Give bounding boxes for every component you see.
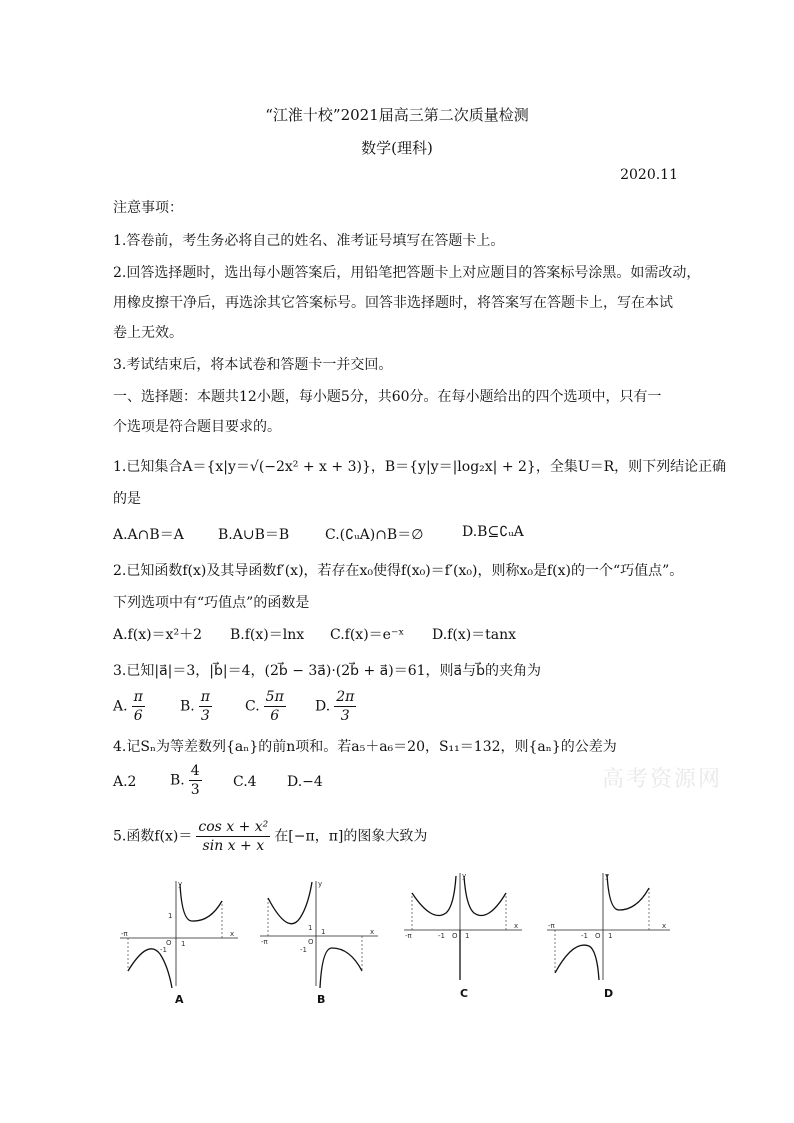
graph-label-b: B (317, 993, 326, 1006)
svg-text:1: 1 (181, 940, 186, 948)
svg-text:-π: -π (405, 932, 412, 940)
fraction (264, 688, 286, 725)
numerator: π (200, 689, 210, 705)
svg-text:-π: -π (261, 938, 268, 946)
question-1-stem: 1.已知集合A＝{x|y＝√(−2x² + x + 3)}，B＝{y|y＝|log₂x| + 2}，全集U＝R，则下列结论正确 (113, 459, 727, 475)
fraction (189, 762, 202, 799)
fraction (132, 688, 145, 725)
question-2-option-a: A.f(x)＝x²＋2 (113, 627, 202, 643)
svg-text:y: y (605, 872, 610, 880)
question-3-option-a (113, 688, 149, 725)
question-4-option-a: A.2 (113, 774, 137, 790)
graph-b (258, 876, 383, 991)
option-label: C. (245, 698, 260, 715)
note-item-1: 1.答卷前，考生务必将自己的姓名、准考证号填写在答题卡上。 (113, 233, 505, 249)
graph-d (545, 868, 675, 983)
question-3-option-c (245, 688, 290, 725)
svg-text:y: y (178, 880, 183, 888)
numerator: 5π (265, 689, 284, 705)
section-heading: 一、选择题：本题共12小题，每小题5分，共60分。在每小题给出的四个选项中，只有一 (113, 389, 662, 405)
svg-text:1: 1 (308, 924, 313, 932)
svg-text:-1: -1 (438, 932, 445, 940)
svg-text:x: x (662, 922, 667, 930)
svg-text:-π: -π (548, 922, 555, 930)
graph-c (402, 868, 527, 983)
question-2-option-c: C.f(x)＝e⁻ˣ (330, 627, 405, 643)
denominator: 3 (340, 708, 350, 724)
denominator: sin x + x (202, 838, 265, 854)
question-2-stem: 2.已知函数f(x)及其导函数f′(x)，若存在x₀使得f(x₀)＝f′(x₀)，则称x₀是f(x)的一个“巧值点”。 (113, 563, 684, 579)
svg-text:y: y (462, 872, 467, 880)
watermark: 高考资源网 (602, 767, 723, 792)
denominator: 3 (200, 708, 210, 724)
denominator: 6 (270, 708, 280, 724)
question-1-option-c: C.(∁ᵤA)∩B＝∅ (325, 527, 424, 543)
paper-subject: 数学(理科) (361, 139, 433, 157)
numerator: 2π (336, 689, 355, 705)
fraction (199, 688, 212, 725)
notes-heading: 注意事项： (113, 200, 183, 216)
numerator: π (133, 689, 143, 705)
numerator: 4 (190, 763, 200, 779)
question-3-stem: 3.已知|a⃗|＝3，|b⃗|＝4，(2b⃗ − 3a⃗)·(2b⃗ + a⃗)＝61，则a⃗与b⃗的夹角为 (113, 663, 541, 679)
paper-date: 2020.11 (620, 167, 678, 183)
graph-label-c: C (460, 987, 469, 1000)
svg-text:1: 1 (321, 928, 326, 936)
numerator: cos x + x² (198, 819, 269, 835)
question-2-option-d: D.f(x)＝tanx (432, 627, 517, 643)
svg-text:O: O (452, 932, 458, 940)
question-3-option-d (315, 688, 360, 725)
denominator: 6 (133, 708, 143, 724)
option-label: B. (180, 698, 195, 715)
svg-text:O: O (308, 938, 314, 946)
question-1-option-a: A.A∩B＝A (113, 527, 184, 543)
graph-a (118, 876, 243, 991)
denominator: 3 (190, 782, 200, 798)
question-4-option-d: D.−4 (287, 774, 323, 790)
svg-text:x: x (514, 922, 519, 930)
note-item-3: 3.考试结束后，将本试卷和答题卡一并交回。 (113, 357, 393, 373)
question-1-stem-cont: 的是 (113, 491, 141, 507)
option-label: A. (113, 698, 128, 715)
svg-text:O: O (166, 939, 172, 947)
graph-label-d: D (604, 987, 614, 1000)
paper-title: “江淮十校”2021届高三第二次质量检测 (265, 106, 529, 124)
option-label: D. (315, 698, 331, 715)
question-1-option-d: D.B⊆∁ᵤA (462, 524, 524, 540)
question-4-option-b (170, 762, 206, 799)
question-2-stem-cont: 下列选项中有“巧值点”的函数是 (113, 595, 310, 611)
graph-label-a: A (175, 993, 184, 1006)
svg-text:O: O (595, 932, 601, 940)
stem-suffix: 在[−π，π]的图象大致为 (274, 828, 428, 845)
note-item-2: 2.回答选择题时，选出每小题答案后，用铅笔把答题卡上对应题目的答案标号涂黑。如需改动， (113, 265, 701, 281)
note-item-2-cont: 用橡皮擦干净后，再选涂其它答案标号。回答非选择题时，将答案写在答题卡上，写在本试 (113, 295, 673, 311)
question-3-option-b (180, 688, 216, 725)
note-item-2-end: 卷上无效。 (113, 325, 183, 341)
fraction (334, 688, 356, 725)
section-heading-cont: 个选项是符合题目要求的。 (113, 419, 281, 435)
svg-text:x: x (230, 930, 235, 938)
question-1-option-b: B.A∪B＝B (218, 527, 290, 543)
svg-text:1: 1 (168, 912, 173, 920)
svg-text:-π: -π (121, 930, 128, 938)
svg-text:-1: -1 (300, 946, 307, 954)
svg-text:y: y (318, 880, 323, 888)
svg-text:1: 1 (465, 932, 470, 940)
fraction (196, 818, 270, 855)
svg-text:x: x (370, 928, 375, 936)
svg-text:-1: -1 (160, 946, 167, 954)
stem-prefix: 5.函数f(x)＝ (113, 828, 193, 845)
question-2-option-b: B.f(x)＝lnx (230, 627, 305, 643)
question-4-stem: 4.记Sₙ为等差数列{aₙ}的前n项和。若a₅＋a₆＝20，S₁₁＝132，则{aₙ}的公差为 (113, 739, 617, 755)
question-5-stem (113, 818, 427, 855)
question-4-option-c: C.4 (233, 774, 257, 790)
svg-text:-1: -1 (581, 932, 588, 940)
svg-text:1: 1 (608, 932, 613, 940)
option-label: B. (170, 772, 185, 789)
